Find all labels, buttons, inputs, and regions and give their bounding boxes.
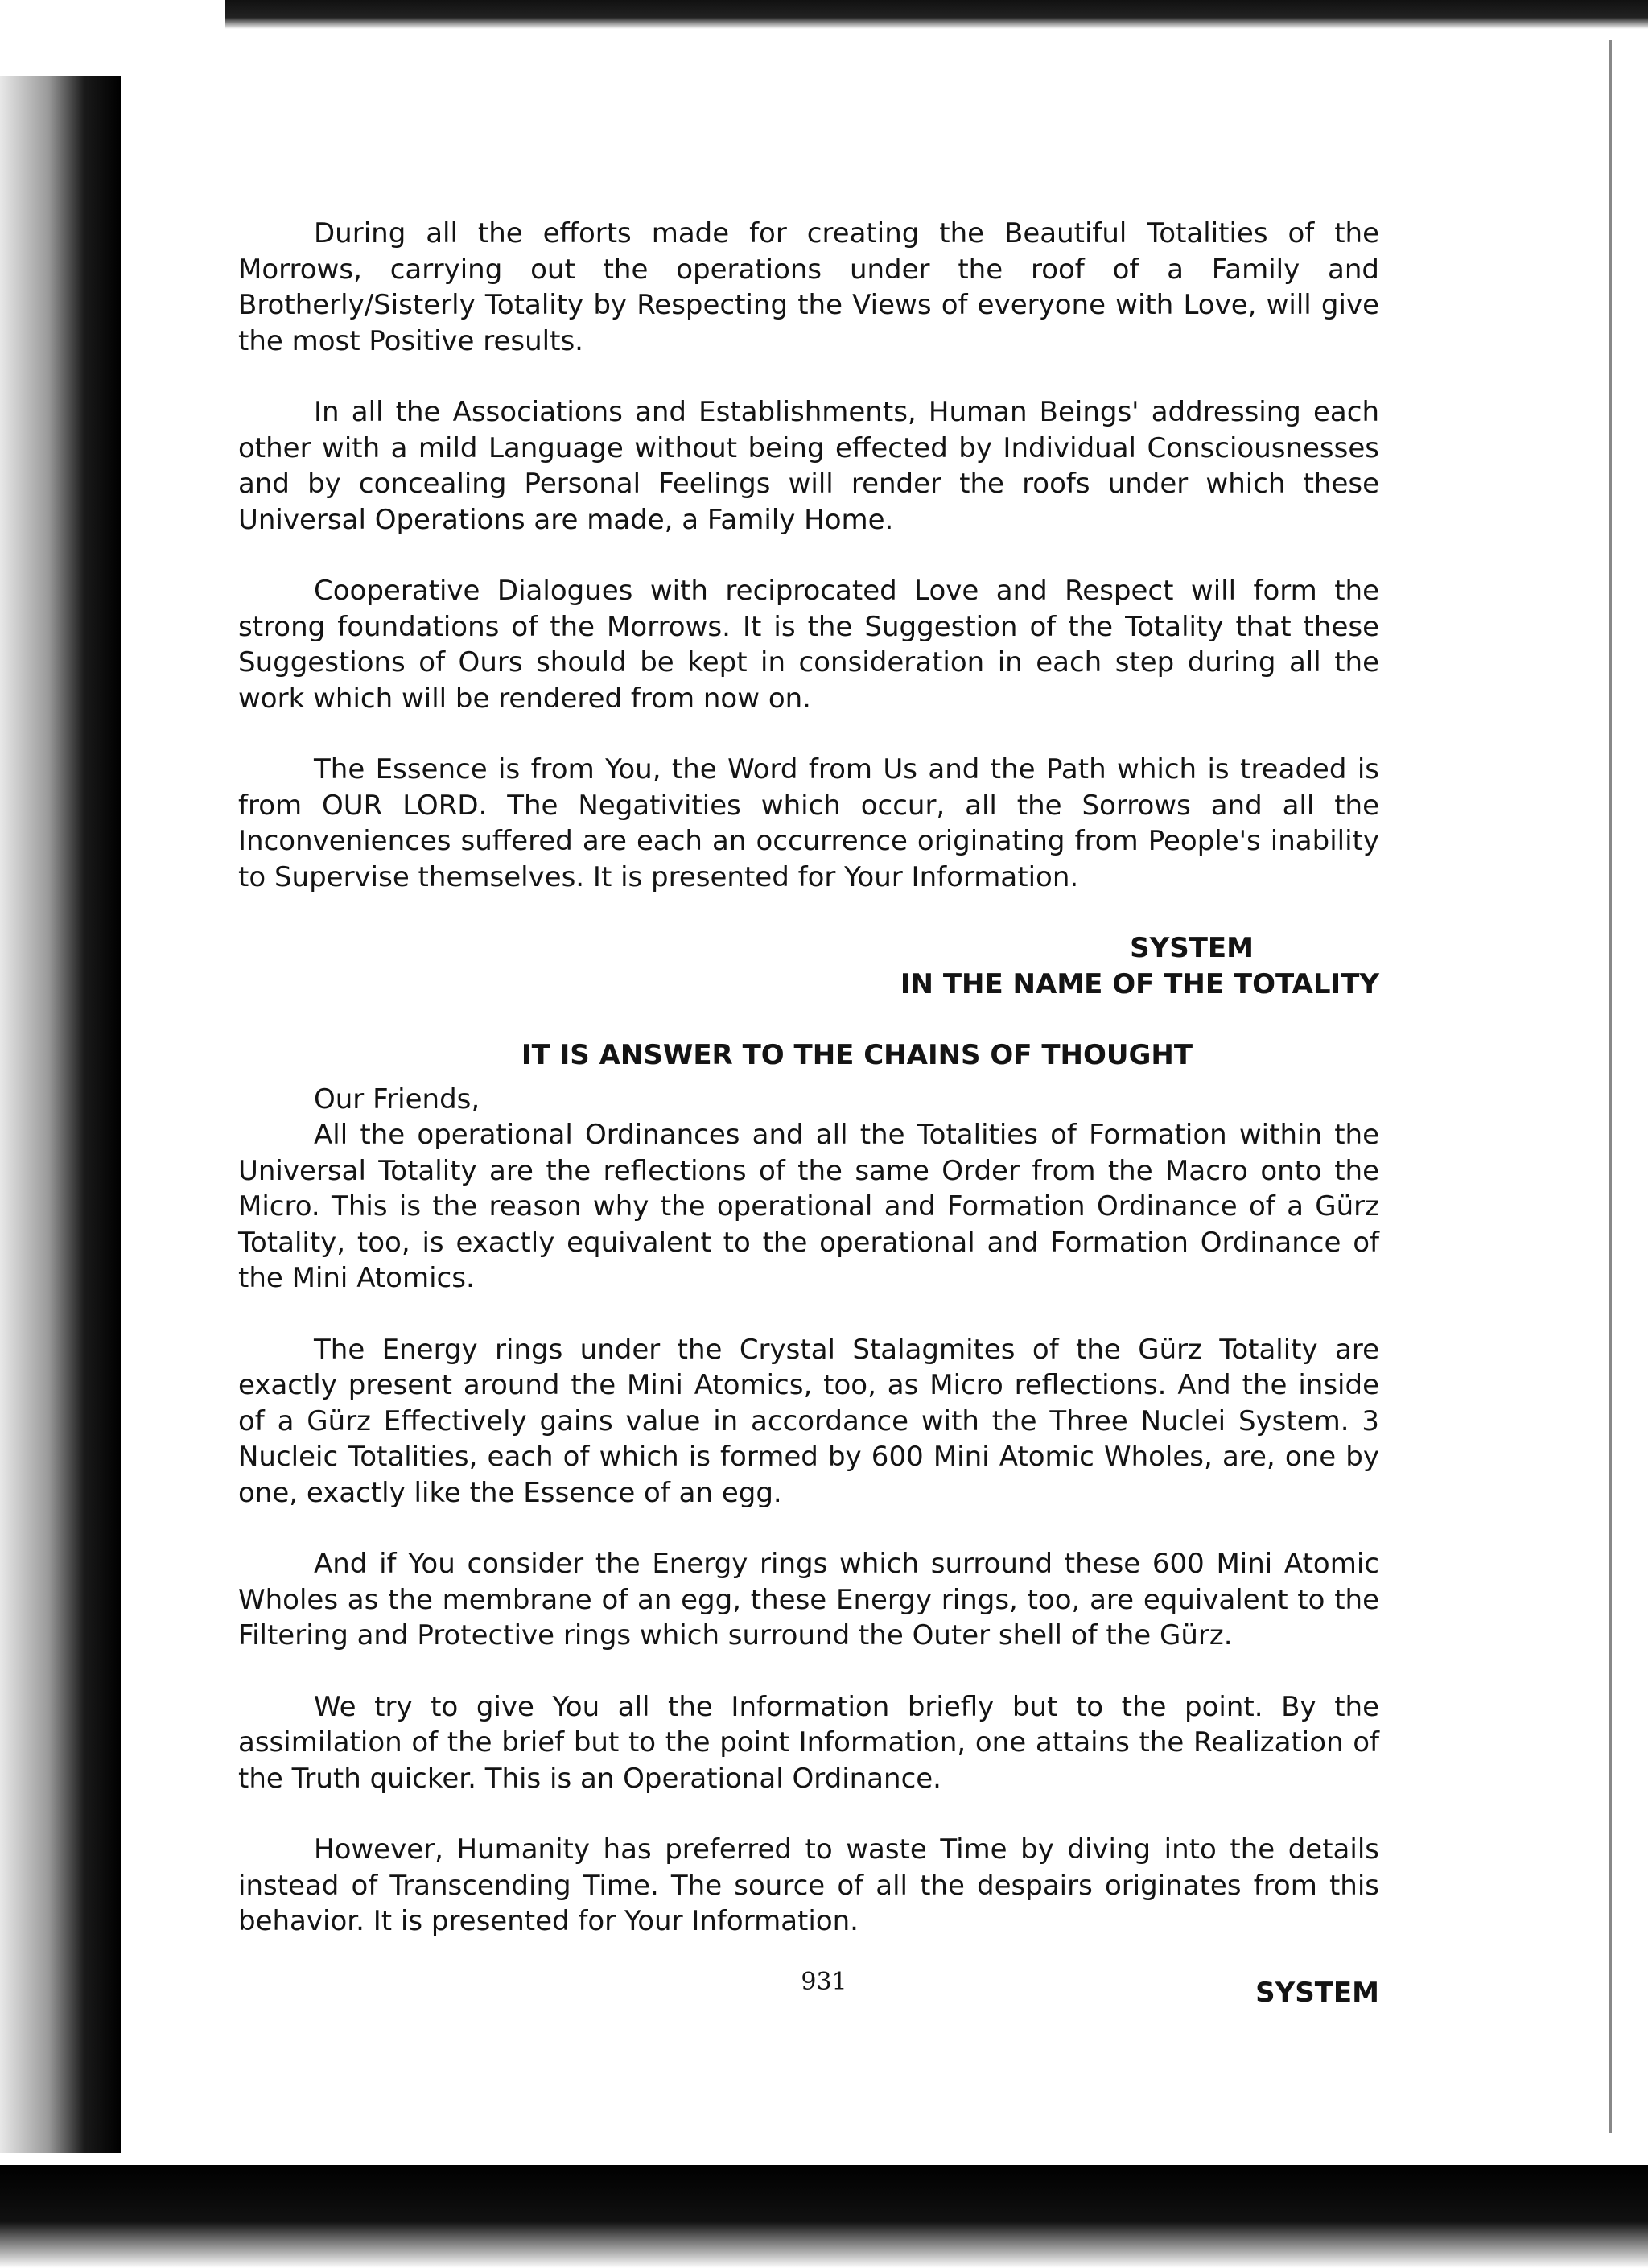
page-number: 931 — [801, 1968, 847, 1996]
paragraph: The Energy rings under the Crystal Stalagmites of the Gürz Totality are exactly present around the Mini Atomics, too, as Micro reflections. And the inside of a Gürz Effectively gains value in accordance with the Three Nuclei System. 3 Nucleic Totalities, each of which is formed by 600 Mini Atomic Wholes, are, one by one, exactly like the Essence of an egg. — [238, 1333, 1379, 1509]
paragraph: All the operational Ordinances and all the Totalities of Formation within the Universal Totality are the reflections of the same Order from the Macro onto the Micro. This is the reason why the operational and Formation Ordinance of a Gürz Totality, too, is exactly equivalent to the operational and Formation Ordinance of the Mini Atomics. — [238, 1119, 1379, 1294]
scan-shadow-left — [0, 76, 121, 2153]
signature-totality: IN THE NAME OF THE TOTALITY — [900, 967, 1379, 1000]
scan-shadow-top — [225, 0, 1648, 29]
greeting: Our Friends, — [314, 1082, 480, 1115]
paragraph: And if You consider the Energy rings which surround these 600 Mini Atomic Wholes as the membrane of an egg, these Energy rings, too, are equivalent to the Filtering and Protective rings which surround the Outer shell of the Gürz. — [238, 1548, 1379, 1652]
paragraph: The Essence is from You, the Word from Us and the Path which is treaded is from OUR LORD. The Negativities which occur, all the Sorrows and all the Inconveniences suffered are each an occurrence originating from People's inability to Supervise themselves. It is presented for Your Information. — [238, 753, 1379, 893]
section-heading: IT IS ANSWER TO THE CHAINS OF THOUGHT — [521, 1039, 1193, 1071]
signature-system — [238, 930, 1379, 967]
scan-edge-right — [1609, 40, 1612, 2133]
paragraph: During all the efforts made for creating the Beautiful Totalities of the Morrows, carrying out the operations under the roof of a Family and Brotherly/Sisterly Totality by Respecting the Views of everyone with Love, will give the most Positive results. — [238, 217, 1379, 357]
signature-line: SYSTEM — [1130, 932, 1254, 964]
page-body — [238, 216, 1379, 2010]
paragraph: We try to give You all the Information briefly but to the point. By the assimilation of the brief but to the point Information, one attains the Realization of the Truth quicker. This is an Operational Ordinance. — [238, 1690, 1379, 1795]
paragraph: However, Humanity has preferred to waste Time by diving into the details instead of Transcending Time. The source of all the despairs originates from this behavior. It is presented for Your Information. — [238, 1833, 1379, 1937]
paragraph: In all the Associations and Establishments, Human Beings' addressing each other with a mild Language without being effected by Individual Consciousnesses and by concealing Personal Feelings will render the roofs under which these Universal Operations are made, a Family Home. — [238, 396, 1379, 536]
paragraph: Cooperative Dialogues with reciprocated Love and Respect will form the strong foundations of the Morrows. It is the Suggestion of the Totality that these Suggestions of Ours should be kept in consideration in each step during all the work which will be rendered from now on. — [238, 575, 1379, 715]
signature-system-final: SYSTEM — [1255, 1976, 1379, 2009]
scan-shadow-bottom — [0, 2165, 1648, 2268]
